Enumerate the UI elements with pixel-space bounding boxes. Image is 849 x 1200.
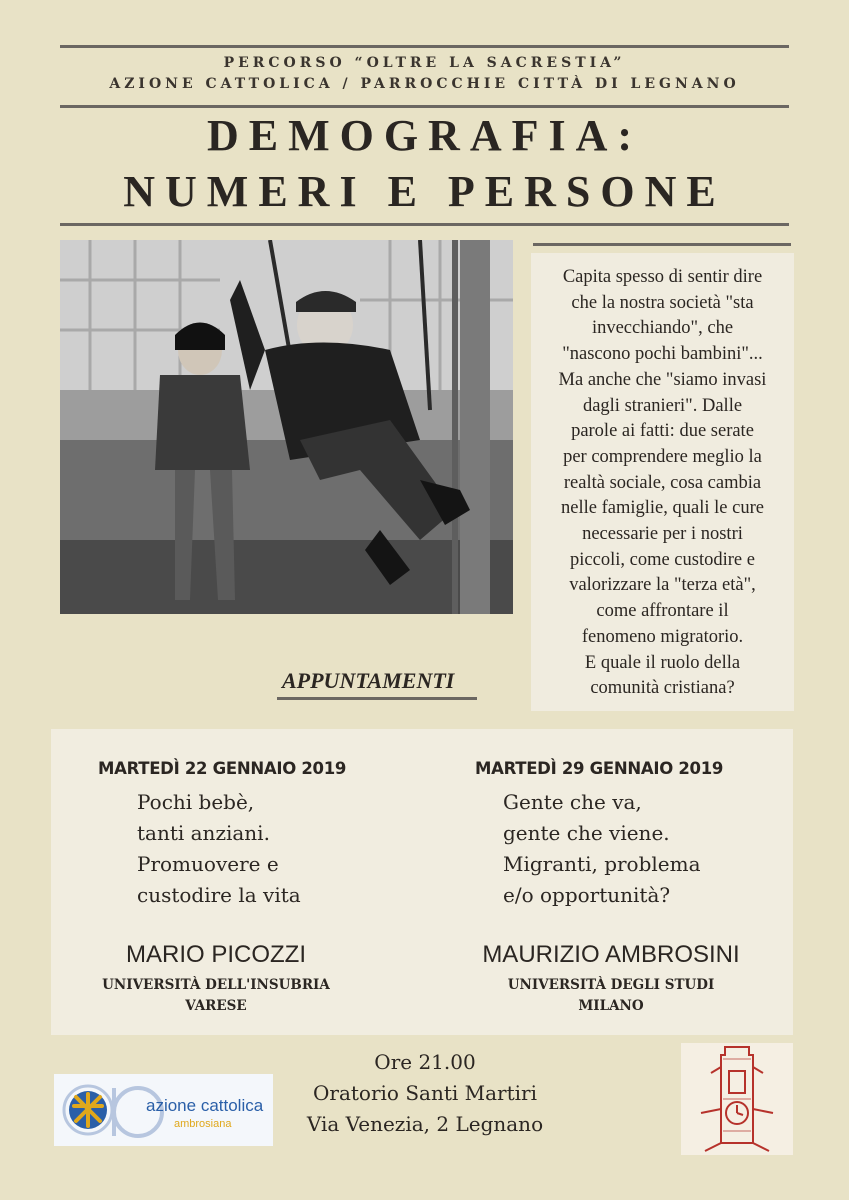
intro-line: Ma anche che "siamo invasi	[558, 369, 767, 390]
intro-line: nelle famiglie, quali le cure	[561, 498, 764, 519]
event-1-speaker: MARIO PICOZZI	[126, 941, 306, 968]
intro-box	[531, 253, 794, 711]
event-address: Via Venezia, 2 Legnano	[306, 1112, 544, 1136]
event-1-topic-line: Pochi bebè,	[137, 790, 255, 814]
header-line-2: AZIONE CATTOLICA / PARROCCHIE CITTÀ DI LEGNANO	[109, 76, 740, 92]
legnano-tower-logo	[681, 1043, 793, 1155]
event-1-affiliation-line: VARESE	[185, 998, 247, 1014]
event-1-affiliation	[91, 975, 341, 1017]
intro-line: comunità cristiana?	[590, 678, 735, 699]
header-bottom-rule	[60, 105, 789, 108]
ac-logo-subname: ambrosiana	[174, 1118, 232, 1130]
intro-line: fenomeno migratorio.	[581, 626, 744, 647]
event-venue: Oratorio Santi Martiri	[313, 1081, 537, 1105]
title-bottom-rule	[60, 223, 789, 226]
intro-line: realtà sociale, cosa cambia	[563, 472, 762, 493]
event-2-speaker: MAURIZIO AMBROSINI	[482, 941, 740, 968]
event-1-topic-line: custodire la vita	[137, 883, 301, 907]
appuntamenti-rule	[277, 697, 477, 700]
footer-info	[230, 1047, 620, 1140]
intro-line: invecchiando", che	[591, 318, 734, 339]
event-2-topic-line: gente che viene.	[503, 821, 670, 845]
event-1-topic-line: tanti anziani.	[137, 821, 270, 845]
intro-line: che la nostra società "sta	[571, 292, 754, 313]
intro-line: come affrontare il	[596, 601, 729, 622]
event-2-topic-line: Migranti, problema	[503, 852, 701, 876]
intro-line: E quale il ruolo della	[584, 652, 741, 673]
photo-elderly-man-swing	[60, 240, 513, 614]
event-2-topic-line: e/o opportunità?	[503, 883, 671, 907]
intro-line: valorizzare la "terza età",	[569, 575, 756, 596]
event-2-affiliation-line: UNIVERSITÀ DEGLI STUDI	[507, 977, 715, 993]
event-1-topic-line: Promuovere e	[137, 852, 279, 876]
event-2-affiliation-line: MILANO	[578, 998, 644, 1014]
event-2-topic	[503, 787, 701, 911]
intro-top-rule	[533, 243, 791, 246]
title-line-1: DEMOGRAFIA:	[206, 111, 643, 160]
tower-drawing	[681, 1043, 793, 1155]
event-1-affiliation-line: UNIVERSITÀ DELL'INSUBRIA	[102, 977, 330, 993]
event-2-topic-line: Gente che va,	[503, 790, 642, 814]
ac-logo-name: azione cattolica	[146, 1096, 264, 1115]
event-2-affiliation	[451, 975, 771, 1017]
intro-line: necessarie per i nostri	[582, 524, 743, 545]
top-rule	[60, 45, 789, 48]
azione-cattolica-logo	[54, 1074, 273, 1146]
photo-illustration	[60, 240, 513, 614]
intro-line: Capita spesso di sentir dire	[562, 267, 763, 287]
event-1-date: MARTEDÌ 22 GENNAIO 2019	[98, 759, 347, 778]
intro-line: per comprendere meglio la	[563, 446, 762, 467]
intro-line: "nascono pochi bambini"...	[562, 344, 763, 365]
header-line-1: PERCORSO “OLTRE LA SACRESTIA”	[223, 55, 626, 71]
event-1-topic	[137, 787, 301, 911]
event-time: Ore 21.00	[374, 1050, 476, 1074]
intro-line: parole ai fatti: due serate	[571, 421, 754, 442]
appuntamenti-heading: APPUNTAMENTI	[282, 668, 455, 693]
event-2-date: MARTEDÌ 29 GENNAIO 2019	[475, 759, 724, 778]
events-panel	[51, 729, 793, 1035]
intro-line: piccoli, come custodire e	[570, 549, 755, 570]
intro-text	[531, 265, 794, 702]
title-line-2: NUMERI E PERSONE	[123, 167, 726, 216]
intro-line: dagli stranieri". Dalle	[582, 395, 743, 416]
